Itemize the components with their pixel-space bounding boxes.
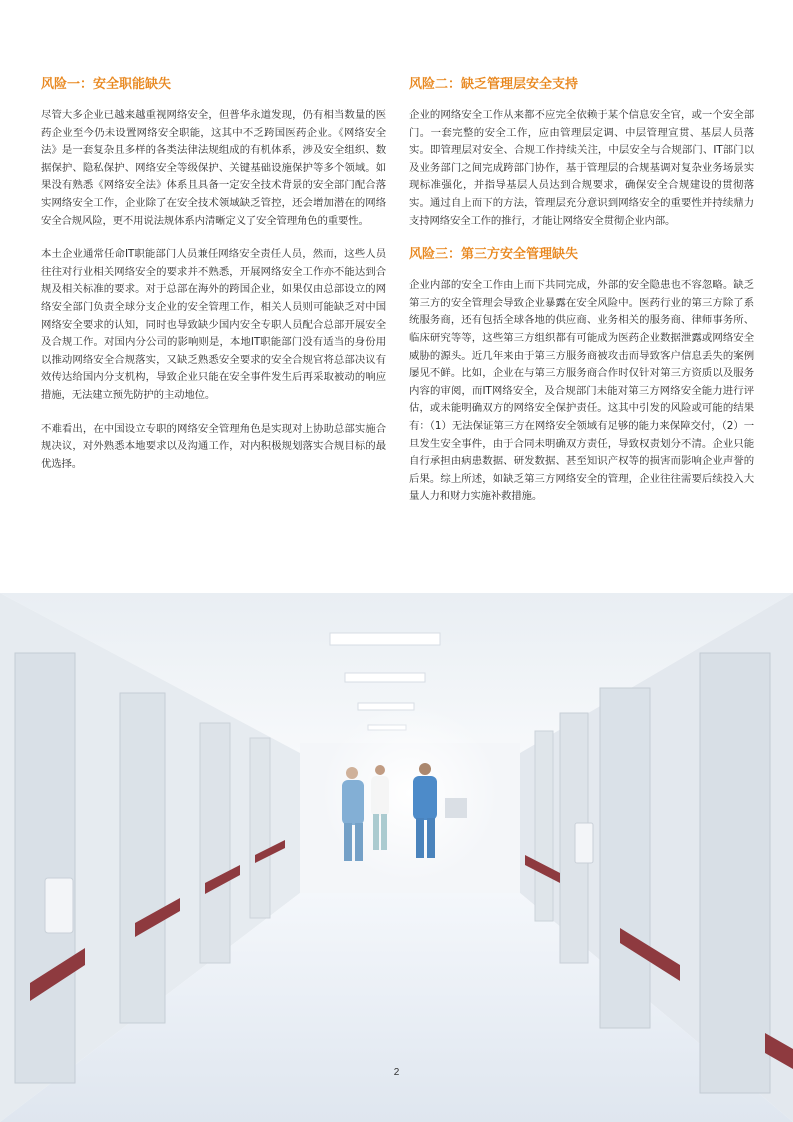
risk-one-paragraph-2: 本土企业通常任命IT职能部门人员兼任网络安全责任人员，然而，这些人员往往对行业相关网络安全的要求并不熟悉，开展网络安全工作亦不能达到合规及相关标准的要求。对于总部在海外的跨国企业，如果仅由总部设立的网络安全部门负责全球分支企业的安全管理工作，相关人员则可能缺乏对中国网络安全要求的认知，同时也导致缺少国内安全专职人员配合总部开展安全及合规工作。对国内分公司的影响则是，本地IT职能部门没有适当的身份用以推动网络安全合规落实，又缺乏熟悉安全要求的安全合规官将总部决议有效传达给国内分支机构，导致企业只能在安全事件发生后再采取被动的响应措施，无法建立预先防护的主动地位。 [41,248,386,401]
risk-two-paragraph: 企业的网络安全工作从来都不应完全依赖于某个信息安全官，或一个安全部门。一套完整的安全工作，应由管理层定调、中层管理宣贯、基层人员落实。即管理层对安全、合规工作持续关注，中层安全与合规部门、IT部门以及业务部门之间完成跨部门协作，基于管理层的合规基调对复杂业务场景实现标准强化，并指导基层人员达到合规要求，确保安全合规建设的贯彻落实。通过自上而下的方法，管理层充分意识到网络安全的重要性并持续鼎力支持网络安全工作的推行，才能让网络安全贯彻企业内部。 [409,109,754,227]
page-number: 2 [393,1067,400,1078]
hospital-corridor-photo [0,593,793,1122]
risk-one-heading: 风险一：安全职能缺失 [41,77,172,92]
risk-three-paragraph: 企业内部的安全工作由上而下共同完成，外部的安全隐患也不容忽略。缺乏第三方的安全管理会导致企业暴露在安全风险中。医药行业的第三方除了系统服务商，还有包括全球各地的供应商、业务相关的服务商、律师事务所、临床研究等等，这些第三方组织都有可能成为医药企业数据泄露或网络安全威胁的源头。近几年来由于第三方服务商被攻击而导致客户信息丢失的案例屡见不鲜。比如，企业在与第三方服务商合作时仅针对第三方资质以及服务内容的审阅，而IT网络安全，及合规部门未能对第三方网络安全能力进行评估，或未能明确双方的网络安全保护责任。这其中引发的风险或可能的结果有：（1）无法保证第三方在网络安全领域有足够的能力来保障交付，（2）一旦发生安全事件，由于合同未明确双方责任，导致权责划分不清。企业只能自行承担由病患数据、研发数据、甚至知识产权等的损害而影响企业声誉的后果。综上所述，如缺乏第三方网络安全的管理，企业往往需要后续投入大量人力和财力实施补救措施。 [409,279,754,503]
risk-one-paragraph-1: 尽管大多企业已越来越重视网络安全，但普华永道发现，仍有相当数量的医药企业至今仍未设置网络安全职能，这其中不乏跨国医药企业。《网络安全法》是一套复杂且多样的各类法律法规组成的有机体系，涉及安全组织、数据保护、隐私保护、网络安全等级保护、关键基础设施保护等多个领域。如果没有熟悉《网络安全法》体系且具备一定安全技术背景的安全部门配合落实网络安全工作，企业除了在安全技术领域缺乏管控，还会增加潜在的网络安全合规风险，更不用说法规体系内清晰定义了安全管理角色的重要性。 [41,109,386,227]
right-column [409,76,754,522]
left-column [41,76,386,489]
risk-three-heading: 风险三：第三方安全管理缺失 [409,247,579,263]
risk-one-paragraph-3: 不难看出，在中国设立专职的网络安全管理角色是实现对上协助总部实施合规决议，对外熟悉本地要求以及沟通工作，对内积极规划落实合规目标的最优选择。 [41,422,386,470]
risk-two-heading: 风险二：缺乏管理层安全支持 [409,77,579,92]
